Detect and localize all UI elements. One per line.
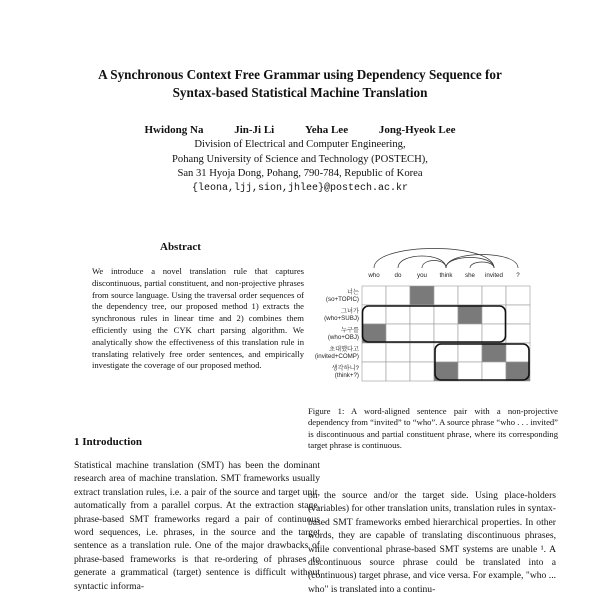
dependency-arc bbox=[374, 249, 494, 269]
affiliation: Division of Electrical and Computer Engineering, Pohang University of Science and Technology (POSTECH), San 31 Hyoja Dong, Pohang, 790-784, Republic of Korea {leona,ljj,sion,jhlee}@postech.ac.kr bbox=[0, 138, 600, 196]
alignment-cell bbox=[458, 362, 482, 381]
alignment-cell bbox=[458, 324, 482, 343]
figure-caption: Figure 1: A word-aligned sentence pair with a non-projective dependency from “invited” to “who”. A source phrase “who . . . invited” is discontinuous and partial constituent phrase, where its corresponding target phrase is continuous. bbox=[308, 406, 558, 451]
alignment-cell bbox=[362, 286, 386, 305]
row-label-korean: 그녀가 bbox=[341, 308, 359, 315]
email: {leona,ljj,sion,jhlee}@postech.ac.kr bbox=[191, 182, 409, 194]
source-words bbox=[367, 272, 520, 279]
alignment-cell bbox=[434, 324, 458, 343]
row-label-korean: 초대했다고 bbox=[329, 346, 359, 353]
row-label-gloss: (who+OBJ) bbox=[327, 334, 359, 341]
alignment-cell bbox=[386, 286, 410, 305]
dependency-arcs bbox=[374, 249, 518, 269]
row-label-gloss: (think+?) bbox=[334, 372, 359, 379]
alignment-cell bbox=[482, 324, 506, 343]
alignment-cell bbox=[386, 305, 410, 324]
row-label-korean: 너는 bbox=[347, 289, 359, 296]
alignment-cell bbox=[458, 286, 482, 305]
abstract-heading: Abstract bbox=[160, 241, 201, 253]
row-label-korean: 누구를 bbox=[341, 327, 359, 334]
target-row-labels bbox=[315, 288, 360, 379]
alignment-cell bbox=[506, 324, 530, 343]
alignment-cell bbox=[410, 324, 434, 343]
author: Jong-Hyeok Lee bbox=[378, 124, 456, 136]
alignment-cell bbox=[482, 305, 506, 324]
alignment-cell-filled bbox=[362, 324, 386, 343]
author: Yeha Lee bbox=[305, 124, 349, 136]
alignment-cell bbox=[506, 305, 530, 324]
source-word: invited bbox=[485, 272, 503, 279]
author: Jin-Ji Li bbox=[234, 124, 275, 136]
row-label-gloss: (invited+COMP) bbox=[314, 353, 359, 360]
alignment-cell bbox=[386, 362, 410, 381]
alignment-cell bbox=[362, 362, 386, 381]
row-label-gloss: (so+TOPIC) bbox=[325, 296, 359, 303]
source-word: you bbox=[417, 272, 427, 279]
paper-title: A Synchronous Context Free Grammar using Dependency Sequence for Syntax-based Statistical Machine Translation bbox=[98, 67, 502, 100]
source-word: she bbox=[465, 272, 475, 279]
right-column-text: on the source and/or the target side. Using place-holders (variables) for other translation units, translation rules in syntax-based SMT frameworks embed hierarchical properties. In other words, they are capable of translating discontinuous phrases, while conventional phrase-based SMT systems are unable ¹. A discontinuous source phrase could be translated into a (continuous) target phrase, and vice versa. For example, "who ... who" is translated into a continu- bbox=[308, 490, 556, 595]
alignment-cell bbox=[434, 286, 458, 305]
row-label-gloss: (who+SUBJ) bbox=[324, 315, 359, 322]
alignment-cell bbox=[482, 362, 506, 381]
source-word: ? bbox=[516, 272, 520, 279]
author: Hwidong Na bbox=[144, 124, 204, 136]
alignment-figure bbox=[300, 238, 562, 398]
alignment-cell bbox=[386, 324, 410, 343]
row-label-korean: 생각하니? bbox=[331, 365, 359, 372]
source-word: do bbox=[394, 272, 402, 279]
abstract-text: We introduce a novel translation rule that captures discontinuous, partial constituent, and non-projective phrases from source language. Using the traversal order sequences of the dependency tree, our proposed method 1) extracts the synchronous rules in linear time and 2) combines them efficiently using the CYK chart parsing algorithm. We analytically show the effectiveness of this translation rule in translating relatively free order sentences, and empirically investigate the coverage of our proposed method. bbox=[92, 266, 304, 371]
alignment-cell bbox=[458, 343, 482, 362]
alignment-cell bbox=[410, 343, 434, 362]
alignment-cell bbox=[410, 362, 434, 381]
source-word: who bbox=[368, 272, 380, 279]
alignment-cell-filled bbox=[410, 286, 434, 305]
dependency-arc bbox=[446, 255, 518, 269]
alignment-cell-filled bbox=[458, 305, 482, 324]
alignment-cell bbox=[434, 305, 458, 324]
alignment-cell bbox=[362, 305, 386, 324]
dependency-arc bbox=[470, 262, 494, 268]
alignment-cell bbox=[410, 305, 434, 324]
author-list bbox=[0, 124, 600, 136]
section-heading-introduction: 1 Introduction bbox=[74, 436, 142, 448]
alignment-cell bbox=[386, 343, 410, 362]
alignment-cell bbox=[506, 286, 530, 305]
alignment-cell bbox=[482, 286, 506, 305]
source-word: think bbox=[439, 272, 453, 279]
introduction-text: Statistical machine translation (SMT) has been the dominant research area of machine translation. SMT frameworks usually extract translation rules, i.e. a pair of the source and target unit, automatically from a parallel corpus. At the extraction stage, phrase-based SMT frameworks regard a pair of continuous word sequences, i.e. phrases, in the source and the target sentence as a translation rule. One of the major drawbacks of phrase-based frameworks is that re-ordering of phrases to generate a grammatical (target) sentence is difficult without syntactic informa- bbox=[74, 460, 320, 592]
alignment-cell bbox=[362, 343, 386, 362]
alignment-cell-filled bbox=[482, 343, 506, 362]
